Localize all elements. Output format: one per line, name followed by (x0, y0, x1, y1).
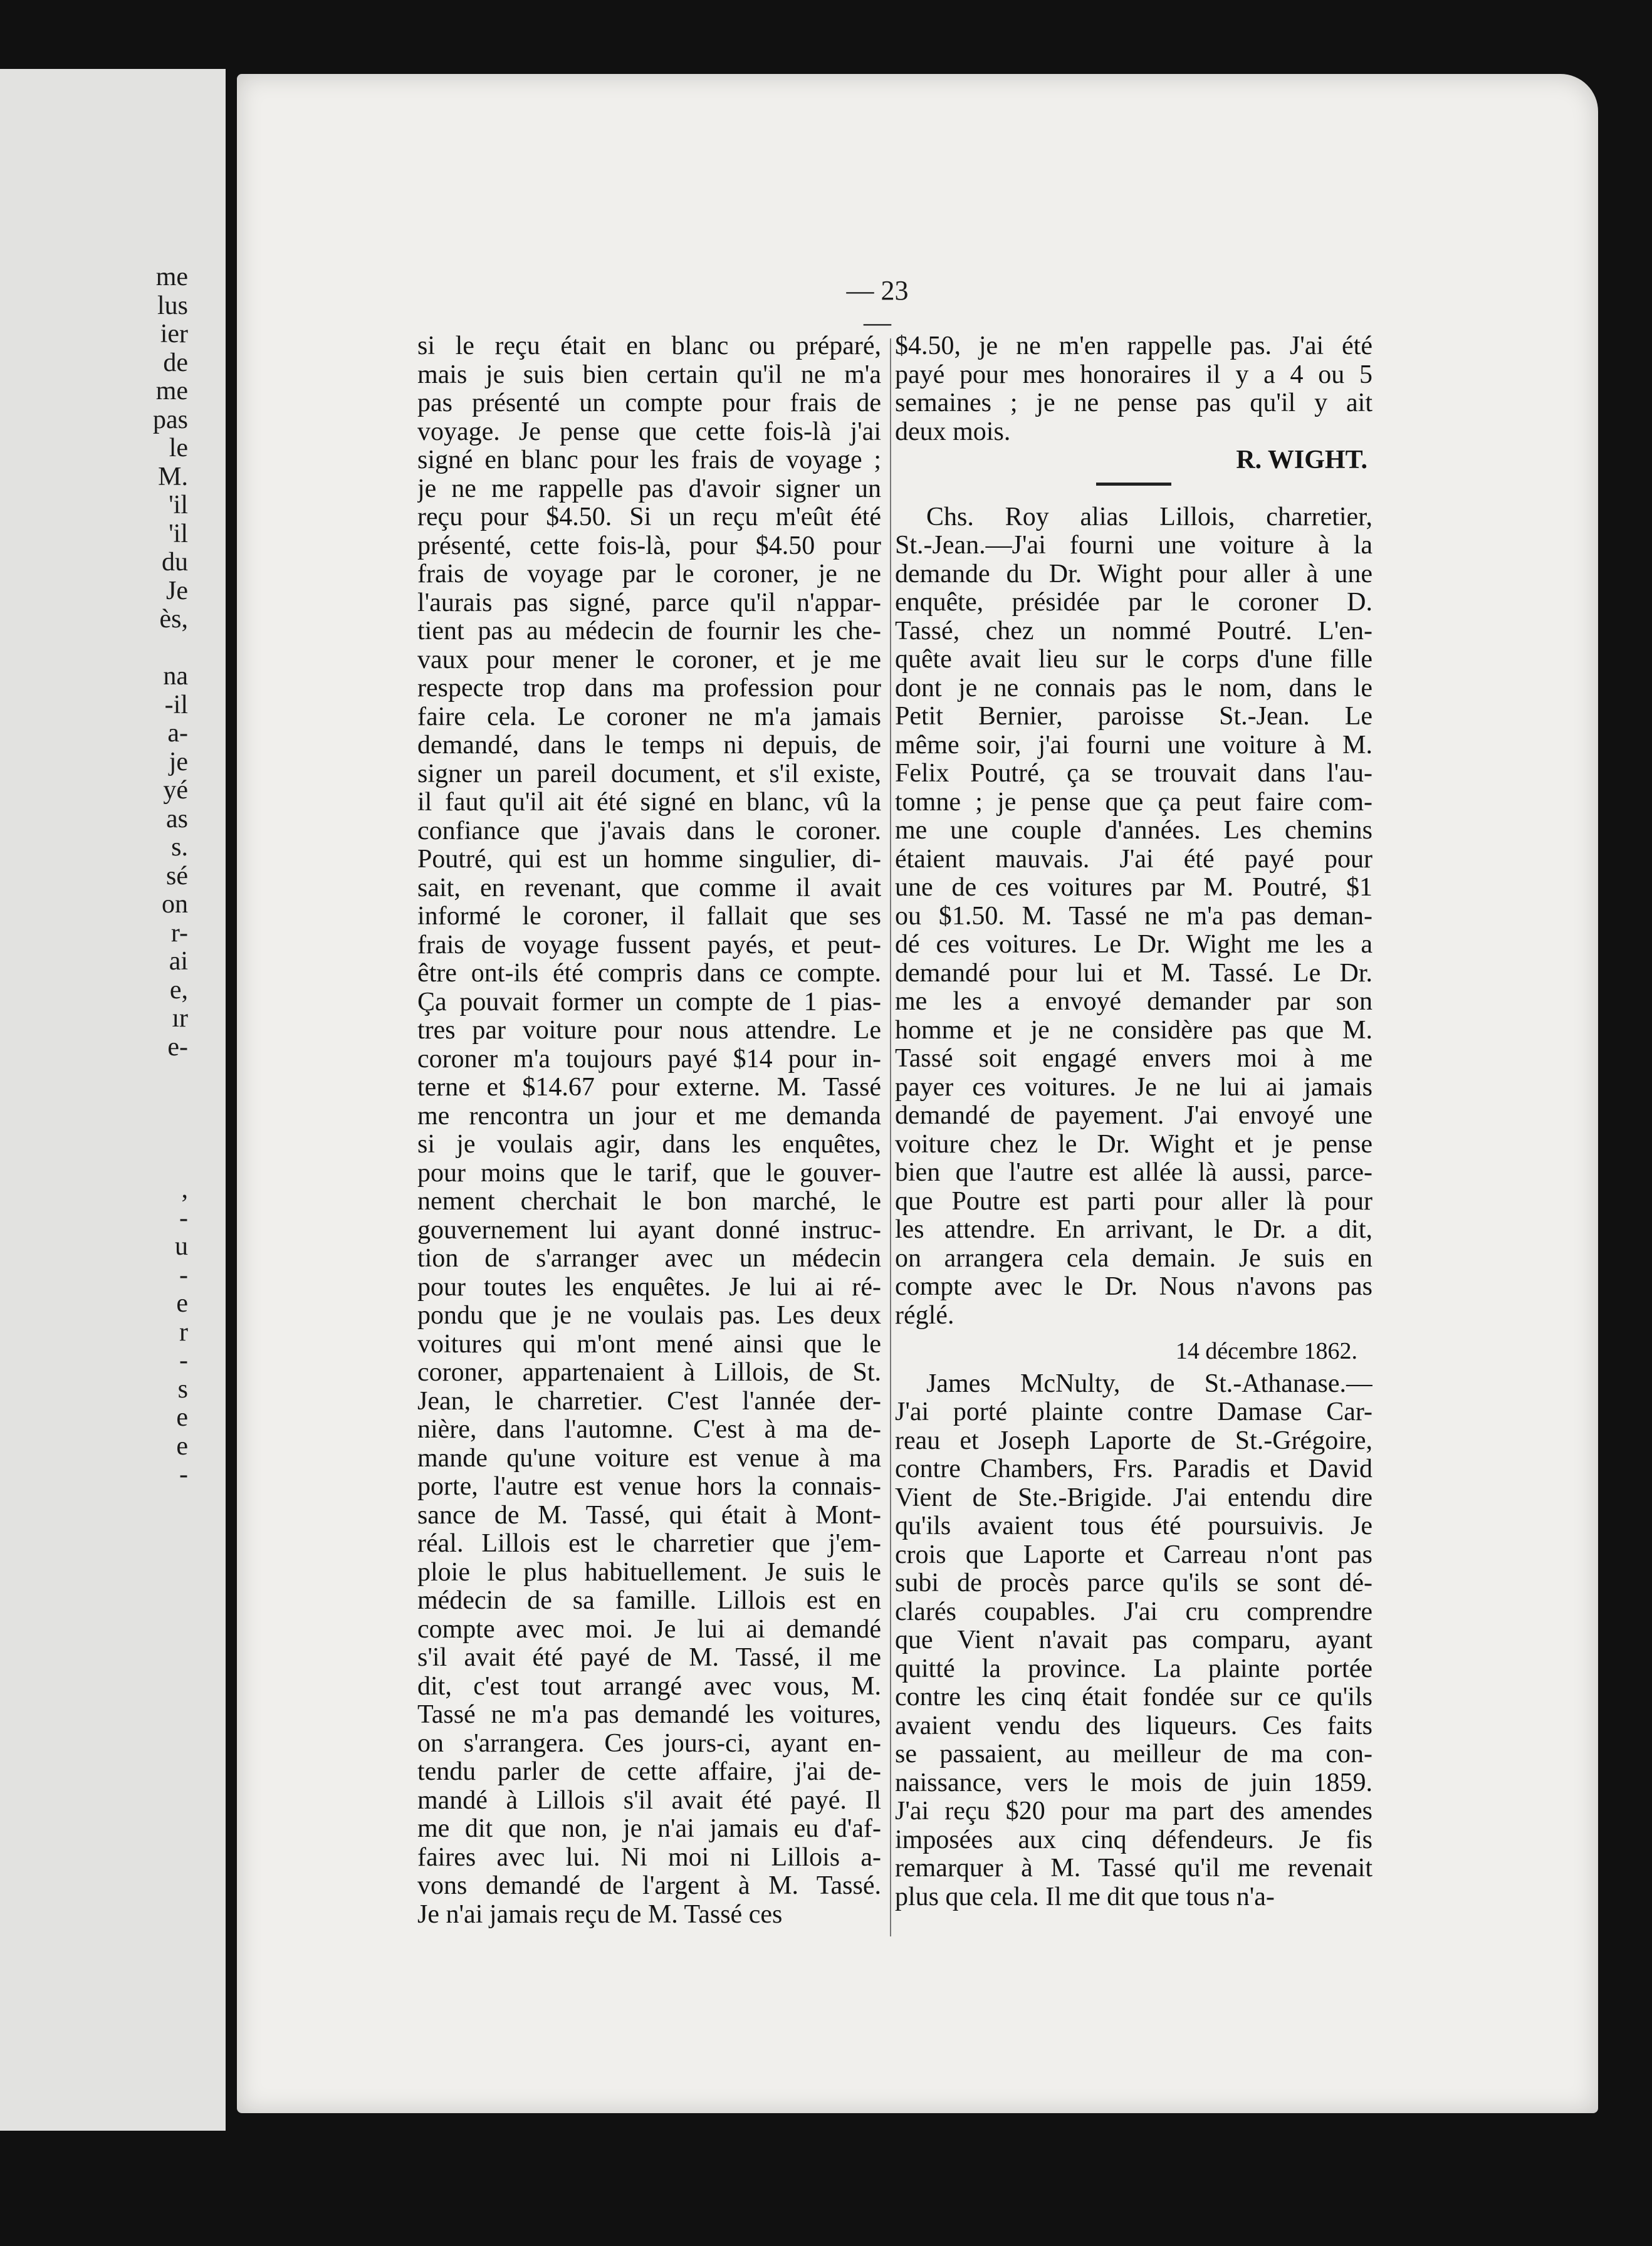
left-column-line: tient pas au médecin de fournir les che- (417, 617, 881, 645)
roy-paragraph-line: on arrangera cela demain. Je suis en (895, 1244, 1372, 1273)
left-column-line: informé le coroner, il fallait que ses (417, 902, 881, 931)
roy-paragraph-line: demandé pour lui et M. Tassé. Le Dr. (895, 959, 1372, 988)
roy-paragraph-line: payer ces voitures. Je ne lui ai jamais (895, 1073, 1372, 1102)
left-column-line: tres par voiture pour nous attendre. Le (417, 1016, 881, 1045)
roy-paragraph-line: voiture chez le Dr. Wight et je pense (895, 1130, 1372, 1159)
fragment-line: ès, (159, 605, 188, 634)
fragment-line: s (177, 1375, 188, 1404)
left-column-line: si je voulais agir, dans les enquêtes, (417, 1131, 881, 1159)
left-column-line: coroner m'a toujours payé $14 pour in- (417, 1045, 881, 1073)
left-column-line: me rencontra un jour et me demanda (417, 1102, 881, 1131)
roy-paragraph-line: dont je ne connais pas le nom, dans le (895, 674, 1372, 703)
fragment-line: M. (158, 462, 188, 491)
left-column-line: je ne me rappelle pas d'avoir signer un (417, 474, 881, 503)
left-column-line: respecte trop dans ma profession pour (417, 674, 881, 703)
left-column-line: nière, dans l'automne. C'est à ma de- (417, 1416, 881, 1444)
left-column-line: ploie le plus habituellement. Je suis le (417, 1558, 881, 1587)
left-column-line: gouvernement lui ayant donné instruc- (417, 1216, 881, 1245)
left-column-line: terne et $14.67 pour externe. M. Tassé (417, 1073, 881, 1102)
left-column-line: s'il avait été payé de M. Tassé, il me (417, 1644, 881, 1672)
fragment-line: e (176, 1404, 188, 1432)
left-column-line: confiance que j'avais dans le coroner. (417, 817, 881, 845)
roy-paragraph-line: Tassé soit engagé envers moi à me (895, 1045, 1372, 1073)
fragment-line: e- (167, 1033, 188, 1062)
fragment-line: sé (166, 862, 188, 891)
left-column-line: frais de voyage fussent payés, et peut- (417, 931, 881, 959)
mcnulty-paragraph-line: subi de procès parce qu'ils se sont dé- (895, 1569, 1372, 1597)
left-column-line: mandé à Lillois s'il avait été payé. Il (417, 1786, 881, 1815)
roy-paragraph-line: me les a envoyé demander par son (895, 988, 1372, 1016)
roy-paragraph-line: Felix Poutré, ça se trouvait dans l'au- (895, 760, 1372, 788)
mcnulty-paragraph-line: plus que cela. Il me dit que tous n'a- (895, 1883, 1275, 1911)
roy-paragraph-line: les attendre. En arrivant, le Dr. a dit, (895, 1216, 1372, 1244)
fragment-line: - (179, 1261, 188, 1290)
mcnulty-paragraph-line: imposées aux cinq défendeurs. Je fis (895, 1826, 1372, 1854)
fragment-line: pas (153, 405, 188, 434)
mcnulty-paragraph-line: J'ai porté plainte contre Damase Car- (895, 1398, 1372, 1426)
left-column-line: vons demandé de l'argent à M. Tassé. (417, 1872, 881, 1900)
left-column-line: être ont-ils été compris dans ce compte. (417, 959, 881, 988)
left-column-line: si le reçu était en blanc ou préparé, (417, 332, 881, 360)
left-column-line: Jean, le charretier. C'est l'année der- (417, 1387, 881, 1416)
fragment-line: e (176, 1290, 188, 1318)
fragment-line: - (179, 1204, 188, 1233)
fragment-line: u (175, 1233, 188, 1261)
roy-paragraph-line: St.-Jean.—J'ai fourni une voiture à la (895, 531, 1372, 560)
fragment-line: e, (169, 976, 188, 1005)
mcnulty-paragraph-line: James McNulty, de St.-Athanase.— (926, 1369, 1372, 1398)
roy-paragraph-line: Petit Bernier, paroisse St.-Jean. Le (895, 703, 1372, 731)
roy-paragraph-line: Tassé, chez un nommé Poutré. L'en- (895, 617, 1372, 645)
roy-paragraph-line: demandé de payement. J'ai envoyé une (895, 1102, 1372, 1130)
left-column-line: signé en blanc pour les frais de voyage ; (417, 446, 881, 474)
fragment-line: ır (172, 1005, 188, 1033)
fragment-line: de (163, 348, 188, 377)
mcnulty-paragraph-line: quitté la province. La plainte portée (895, 1654, 1372, 1683)
fragment-line: as (166, 805, 188, 833)
fragment-line: - (179, 1347, 188, 1375)
fragment-line: du (162, 548, 188, 577)
roy-paragraph-line: Chs. Roy alias Lillois, charretier, (926, 503, 1372, 531)
fragment-line: , (181, 1176, 188, 1204)
left-column-line: dit, c'est tout arrangé avec vous, M. (417, 1672, 881, 1701)
left-column-line: voitures qui m'ont mené ainsi que le (417, 1330, 881, 1359)
left-column-line: faires avec lui. Ni moi ni Lillois a- (417, 1843, 881, 1872)
fragment-line: lus (157, 291, 188, 320)
left-column-line: l'aurais pas signé, parce qu'il n'appar- (417, 588, 881, 617)
left-column-line: tendu parler de cette affaire, j'ai de- (417, 1758, 881, 1786)
left-column-line: pondu que je ne voulais pas. Les deux (417, 1302, 881, 1330)
left-column-line: Tassé ne m'a pas demandé les voitures, (417, 1701, 881, 1729)
left-column-line: demandé, dans le temps ni depuis, de (417, 731, 881, 760)
fragment-line (0, 1090, 188, 1119)
left-column-line: présenté, cette fois-là, pour $4.50 pour (417, 531, 881, 560)
fragment-line (0, 1518, 188, 1547)
left-column-line: frais de voyage par le coroner, je ne (417, 560, 881, 588)
wight-paragraph-line: semaines ; je ne pense pas qu'il y ait (895, 389, 1372, 417)
left-column-line: reçu pour $4.50. Si un reçu m'eût été (417, 503, 881, 531)
left-column-line: pour moins que le tarif, que le gouver- (417, 1159, 881, 1188)
left-column-line: sance de M. Tassé, qui était à Mont- (417, 1501, 881, 1530)
fragment-line: 'il (169, 520, 188, 548)
fragment-line (0, 1547, 188, 1575)
mcnulty-paragraph-line: naissance, vers le mois de juin 1859. (895, 1768, 1372, 1797)
fragment-line: ai (169, 948, 188, 976)
roy-paragraph-line: me une couple d'années. Les chemins (895, 817, 1372, 845)
fragment-line: a- (167, 719, 188, 748)
left-column-line: compte avec moi. Je lui ai demandé (417, 1615, 881, 1644)
left-column-line: pas présenté un compte pour frais de (417, 389, 881, 417)
left-column-line: réal. Lillois est le charretier que j'em- (417, 1530, 881, 1558)
mcnulty-paragraph-line: crois que Laporte et Carreau n'ont pas (895, 1540, 1372, 1569)
left-column-line: nement cherchait le bon marché, le (417, 1188, 881, 1216)
right-text-column (895, 332, 1372, 1911)
mcnulty-paragraph-line: clarés coupables. J'ai cru comprendre (895, 1597, 1372, 1626)
left-column-line: coroner, appartenaient à Lillois, de St. (417, 1359, 881, 1387)
left-column-line: Ça pouvait former un compte de 1 pias- (417, 988, 881, 1016)
roy-paragraph-line: que Poutre est parti pour aller là pour (895, 1187, 1372, 1216)
wight-paragraph-line: payé pour mes honoraires il y a 4 ou 5 (895, 360, 1372, 389)
fragment-line: me (155, 263, 188, 291)
fragment-line (0, 1119, 188, 1147)
fragment-line: je (169, 748, 188, 776)
left-column-line: me dit que non, je n'ai jamais eu d'af- (417, 1815, 881, 1843)
roy-paragraph-line: homme et je ne considère pas que M. (895, 1016, 1372, 1045)
left-column-line: porte, l'autre est venue hors la connais- (417, 1473, 881, 1501)
fragment-line: le (169, 434, 188, 462)
roy-paragraph-line: demande du Dr. Wight pour aller à une (895, 560, 1372, 588)
fragment-line: s. (171, 833, 188, 862)
mcnulty-paragraph-line: avaient vendu des liqueurs. Ces faits (895, 1711, 1372, 1740)
mcnulty-paragraph-line: que Vient n'avait pas comparu, ayant (895, 1626, 1372, 1654)
left-column-line: vaux pour mener le coroner, et je me (417, 645, 881, 674)
fragment-line: ier (160, 320, 188, 348)
fragment-line (0, 1147, 188, 1176)
roy-paragraph-line: même soir, j'ai fourni une voiture à M. (895, 731, 1372, 760)
roy-paragraph-line: dé ces voitures. Le Dr. Wight me les a (895, 931, 1372, 959)
fragment-line: Je (166, 577, 188, 605)
roy-paragraph-line: réglé. (895, 1301, 954, 1330)
previous-page-text-fragments (0, 263, 194, 1575)
fragment-line (0, 1490, 188, 1518)
fragment-line: r- (170, 919, 188, 948)
column-divider (890, 338, 891, 1936)
mcnulty-paragraph-line: reau et Joseph Laporte de St.-Grégoire, (895, 1426, 1372, 1455)
roy-paragraph-line: enquête, présidée par le coroner D. (895, 588, 1372, 617)
roy-paragraph-line: étaient mauvais. J'ai été payé pour (895, 845, 1372, 874)
roy-paragraph-line: tomne ; je pense que ça peut faire com- (895, 788, 1372, 817)
roy-paragraph-line: quête avait lieu sur le corps d'une fille (895, 645, 1372, 674)
page-number: — 23 — (846, 275, 909, 338)
wight-paragraph-line: $4.50, je ne m'en rappelle pas. J'ai été (895, 332, 1372, 360)
fragment-line (0, 634, 188, 663)
section-rule (1096, 483, 1171, 486)
fragment-line: r (179, 1318, 188, 1347)
mcnulty-paragraph-line: J'ai reçu $20 pour ma part des amendes (895, 1797, 1372, 1826)
left-column-line: Poutré, qui est un homme singulier, di- (417, 845, 881, 874)
mcnulty-paragraph-line: contre Chambers, Frs. Paradis et David (895, 1455, 1372, 1483)
left-column-line: faire cela. Le coroner ne m'a jamais (417, 703, 881, 731)
signature-r-wight: R. WIGHT. (1236, 446, 1367, 474)
left-column-line: on s'arrangera. Ces jours-ci, ayant en- (417, 1729, 881, 1758)
mcnulty-paragraph-line: remarquer à M. Tassé qu'il me revenait (895, 1854, 1372, 1883)
fragment-line: - (179, 1461, 188, 1489)
date-line: 14 décembre 1862. (1175, 1338, 1357, 1364)
left-column-line: tion de s'arranger avec un médecin (417, 1245, 881, 1273)
fragment-line: 'il (169, 491, 188, 520)
fragment-line: on (162, 891, 188, 919)
left-column-line: Je n'ai jamais reçu de M. Tassé ces (417, 1900, 783, 1929)
mcnulty-paragraph-line: qu'ils avaient tous été poursuivis. Je (895, 1512, 1372, 1540)
left-column-line: mais je suis bien certain qu'il ne m'a (417, 360, 881, 389)
roy-paragraph-line: bien que l'autre est allée là aussi, parce- (895, 1159, 1372, 1187)
fragment-line (0, 1062, 188, 1090)
left-column-line: signer un pareil document, et s'il existe, (417, 760, 881, 788)
left-column-line: sait, en revenant, que comme il avait (417, 874, 881, 902)
mcnulty-paragraph-line: Vient de Ste.-Brigide. J'ai entendu dire (895, 1483, 1372, 1512)
wight-paragraph-line: deux mois. (895, 417, 1011, 446)
mcnulty-paragraph-line: contre les cinq était fondée sur ce qu'ils (895, 1683, 1372, 1711)
mcnulty-paragraph-line: se passaient, au meilleur de ma con- (895, 1740, 1372, 1768)
left-column-line: médecin de sa famille. Lillois est en (417, 1587, 881, 1615)
fragment-line: me (155, 377, 188, 405)
roy-paragraph-line: ou $1.50. M. Tassé ne m'a pas deman- (895, 902, 1372, 931)
roy-paragraph-line: compte avec le Dr. Nous n'avons pas (895, 1273, 1372, 1301)
fragment-line: na (163, 662, 188, 691)
left-text-column (417, 332, 881, 1929)
left-column-line: mande qu'une voiture est venue à ma (417, 1444, 881, 1473)
fragment-line: e (176, 1432, 188, 1461)
fragment-line: -il (164, 691, 188, 719)
left-column-line: voyage. Je pense que cette fois-là j'ai (417, 417, 881, 446)
left-column-line: il faut qu'il ait été signé en blanc, vû la (417, 788, 881, 817)
fragment-line: yé (163, 776, 188, 805)
left-column-line: pour toutes les enquêtes. Je lui ai ré- (417, 1273, 881, 1302)
roy-paragraph-line: une de ces voitures par M. Poutré, $1 (895, 874, 1372, 902)
